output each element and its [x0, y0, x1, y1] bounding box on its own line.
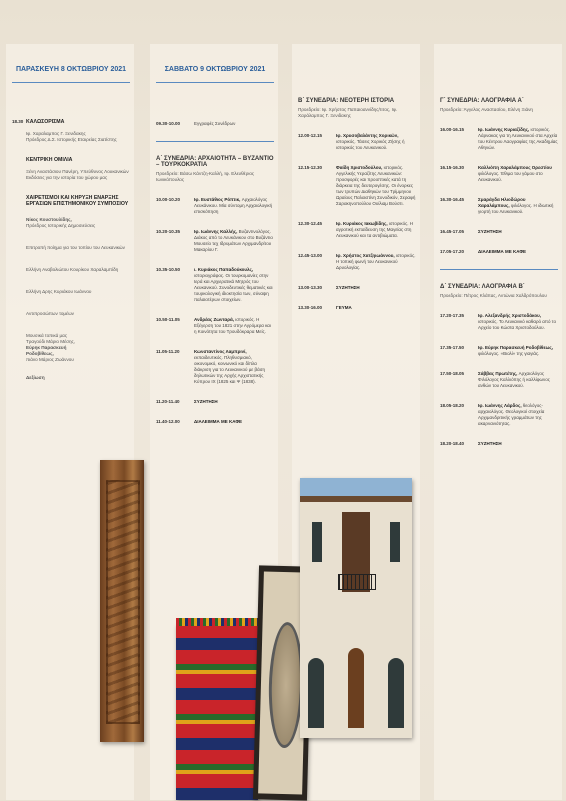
- program-item-time: 10.20-10.35: [156, 229, 181, 234]
- program-item-time: 12.00-12.15: [298, 133, 323, 138]
- greet-line: Ελλήνη Αναβολιώτου Κουρίκου Χαραλαμπίδη: [26, 267, 119, 272]
- day-title-friday: ΠΑΡΑΣΚΕΥΗ 8 ΟΚΤΩΒΡΙΟΥ 2021: [15, 66, 127, 73]
- program-item-description: [336, 221, 416, 239]
- session-b-items: [298, 133, 416, 311]
- time: 09.30-10.00: [156, 121, 181, 126]
- program-item: [156, 229, 274, 253]
- program-item-text: ΣΥΖΗΤΗΣΗ: [478, 441, 502, 446]
- program-item: [440, 197, 558, 215]
- column-friday: [12, 44, 130, 381]
- program-item-time: 12.15-12.30: [298, 165, 323, 170]
- time: 18.30: [12, 119, 24, 124]
- program-item: [298, 133, 416, 151]
- session-d-chair: Προεδρείο: Πέτρος Κλάπας, Αντώνια Χαλδρόπουλου: [440, 293, 547, 298]
- greetings-title: ΧΑΙΡΕΤΙΣΜΟΙ ΚΑΙ ΚΗΡΥΞΗ ΕΝΑΡΞΗΣ ΕΡΓΑΣΙΩΝ ΕΠΙΣΤΗΜΟΝΙΚΟΥ ΣΥΜΠΟΣΙΟΥ: [26, 195, 129, 207]
- program-item-speaker: ι. Κυριάκος Παπαδούκουλς,: [194, 267, 254, 272]
- opening-topic: Εκδόσεις για την ιστορία του χώρου μας: [26, 175, 108, 180]
- program-item-description: [478, 403, 558, 427]
- program-item-text: ΣΥΖΗΤΗΣΗ: [336, 285, 360, 290]
- program-item: [298, 221, 416, 239]
- program-item-time: 11.05-11.20: [156, 349, 180, 354]
- greet-line: Δεξίωση: [26, 375, 45, 380]
- divider: [156, 82, 274, 83]
- session-d-items: [440, 313, 558, 447]
- program-item-time: 13.30-16.00: [298, 305, 323, 310]
- program-item-speaker: Ιφ. Χρήστος Χατζηιωάννου,: [336, 253, 396, 258]
- session-a-title: Α΄ ΣΥΝΕΔΡΙΑ: ΑΡΧΑΙΟΤΗΤΑ – ΒΥΖΑΝΤΙΟ – ΤΟΥΡΚΟΚΡΑΤΙΑ: [156, 156, 274, 168]
- program-item-description: [478, 197, 558, 215]
- program-item: [440, 371, 558, 389]
- program-item-description: [194, 399, 274, 405]
- program-item-description: [478, 441, 558, 447]
- greet-line: Ελλήνη Δρης Κυριάκου Ιωάννου: [26, 289, 92, 294]
- program-item-text: ΔΙΑΛΕΙΜΜΑ ΜΕ ΚΑΦΕ: [478, 249, 527, 254]
- program-item-text: ιστορικός. Η τοπική φωνή του Λευκανικού Δρυολογίας.: [336, 253, 416, 270]
- program-item-speaker: Σάββας Πρωτέτης,: [478, 371, 519, 376]
- greet-line: Πρόεδρος Ιστορικής Δημοσιεύσεις: [26, 223, 96, 228]
- program-item-text: φιλόλογος. Η ιδιωτική γιορτή του Λευκανικού.: [478, 203, 554, 214]
- program-item: [440, 165, 558, 183]
- program-item-text: ιστορικός. Το Λευκανικό καθαρό από το Αρχείο του Κώστα Χριστοδούλου.: [478, 319, 556, 330]
- program-item-speaker: Καλλιόπη Χαραλάμπους Ορεστίου: [478, 165, 552, 170]
- day-title-saturday: ΣΑΒΒΑΤΟ 9 ΟΚΤΩΒΡΙΟΥ 2021: [164, 66, 266, 73]
- column-saturday-cont: [298, 88, 416, 311]
- program-item-time: 12.45-13.00: [298, 253, 323, 258]
- program-item-description: [478, 313, 558, 331]
- column-saturday: [156, 44, 274, 425]
- session-b-chair: Προεδρείο: Ιφ. Χρήστος Παπαιοαννίδης/τιτος, Ιφ. Χαράλαμπος Γ. Ξενιδακης: [298, 107, 398, 118]
- program-item-speaker: Σμαράγδα Ηλιοδώρου Χαραλάμπους,: [478, 197, 526, 208]
- greet-line: Αντιπροσώπων τομέων: [26, 311, 74, 316]
- registration-text: Εγγραφές Συνέδρων: [194, 121, 236, 126]
- program-item-text: ΣΥΖΗΤΗΣΗ: [478, 229, 502, 234]
- divider: [440, 269, 558, 270]
- welcome-speaker: Ιφ. Χαραλαμπος Γ. Ξενιδακης: [26, 131, 86, 136]
- program-item: [440, 127, 558, 151]
- program-item-time: 17.20-17.35: [440, 313, 465, 318]
- program-item-description: [478, 371, 558, 389]
- program-item-text: ιστορικός. Αγγελικής Υεραζίτης Λευκανικών: προσφορές και προοπτικές κατά τη διάρκεια της δευτερογέσης. Οι ένορκες των τρυπών Διαθηκών του Τρίμμηνου Ωραίους Παλαιστίνη Συνοδικόν, Σεραφή Σαρακηνοπούλου Ουίλιαμ Βούστι.: [336, 165, 416, 206]
- program-item-time: 17.50-18.05: [440, 371, 465, 376]
- welcome-role: Πρόεδρος Δ.Σ. Ιστορικής Εταιρείας Σιατίστης: [26, 137, 117, 142]
- program-item-time: 16.45-17.05: [440, 229, 465, 234]
- program-item: [440, 403, 558, 427]
- program-item-speaker: Ιφ. Χρυσοβαλάντης Χορικών,: [336, 133, 399, 138]
- program-item-speaker: Ιφ. Ιωάννης Κυριαζίδης,: [478, 127, 531, 132]
- program-item-description: [194, 419, 274, 425]
- program-item: [156, 317, 274, 335]
- program-item: [156, 197, 274, 215]
- program-item: [298, 305, 416, 311]
- program-item-speaker: Ιφ. Ιωάννης Λάρδος,: [478, 403, 523, 408]
- opening-title: ΚΕΝΤΡΙΚΗ ΟΜΙΛΙΑ: [26, 157, 73, 163]
- program-item-speaker: Ιφ. Κυριάκος Ιακωβίδης,: [336, 221, 389, 226]
- program-item-time: 18.05-18.20: [440, 403, 465, 408]
- session-d-title: Δ΄ ΣΥΝΕΔΡΙΑ: ΛΑΟΓΡΑΦΙΑ Β΄: [440, 284, 525, 290]
- program-item-time: 13.00-13.30: [298, 285, 323, 290]
- session-a-items: [156, 197, 274, 425]
- program-item: [298, 285, 416, 291]
- textile-photo: [176, 624, 258, 800]
- program-item: [156, 399, 274, 405]
- program-item-description: [336, 285, 416, 291]
- program-item-description: [194, 267, 274, 303]
- greet-line: Επιτροπή ποίημα για του τοπίου του Λευκανικών: [26, 245, 125, 250]
- greet-line: Νίκος Κουστουλίδης,: [26, 217, 72, 222]
- program-item-text: ΓΕΥΜΑ: [336, 305, 352, 310]
- program-item-description: [478, 249, 558, 255]
- program-item-description: [194, 229, 274, 253]
- program-item-text: ιστορικός. Λάρνακας για τη Λευκανικού στα Αρχεία του Κέντρου Λαογραφίας της Ακαδημίας Αθηνών.: [478, 127, 558, 150]
- program-item-text: Αρχαιολόγος Φιλόλογος Καλλιόπης ή καλλίφωνος ανθών του Λευκανικού.: [478, 371, 550, 388]
- program-item-speaker: Κωνσταντίνος Λαμπρινί,: [194, 349, 247, 354]
- program-item-text: φιλόλογος. «Βιολί» της γιαγιάς.: [478, 351, 540, 356]
- program-item-speaker: Ιφ. Ιωάννης Καλλής,: [194, 229, 239, 234]
- program-item-speaker: Ανδρέας Ζωνταρά,: [194, 317, 236, 322]
- program-item-description: [336, 133, 416, 151]
- program-item-speaker: Ιφ. Ευστάθιος Ρόπτικ,: [194, 197, 242, 202]
- program-item-speaker: Ιφ. Εύρηκ Παρασκευή Ροδοβίθεως,: [478, 345, 553, 350]
- program-item-text: φιλόλογος. Έθιμα του γάμου στο Λευκανικού.: [478, 171, 543, 182]
- program-item-text: ιστορικός. Η αγροτική εκπαίδευση της Μαγείας στη Λευκανικού και τα αντιβιώματα.: [336, 221, 414, 238]
- program-item-text: ιστορικός. Τάσεις Χορικός Ζήσης ή ιστορικός του Λευκανικού.: [336, 139, 405, 150]
- program-item-text: ΔΙΑΛΕΙΜΜΑ ΜΕ ΚΑΦΕ: [194, 419, 243, 424]
- program-item-time: 17.35-17.50: [440, 345, 465, 350]
- program-item-time: 12.30-12.45: [298, 221, 323, 226]
- program-item-speaker: Ιφ. Αλεξανδρής Χριστοδάκου,: [478, 313, 541, 318]
- program-item-time: 17.05-17.20: [440, 249, 465, 254]
- session-c-chair: Προεδρείο: Άγγελος Αναστασίου, Ελένη Ξιάνη: [440, 107, 533, 112]
- program-item: [440, 345, 558, 357]
- program-item-text: Αρχαιολόγος Λευκάνικου. Μία σύντομη Αρχαιολογική επισκόπηση: [194, 197, 273, 214]
- carved-wood-photo: [100, 460, 144, 742]
- program-item-time: 16.15-16.30: [440, 165, 465, 170]
- program-item-description: [336, 165, 416, 207]
- program-item-text: ιστοριογράφος. Οι τουρκομανίες στην Ιερά και Αρχιερατικά Μητρός του Λευκανικού. Συνοδευτικές θεματικές και τουρκολογική ιδιοκτησία των, σύναψη παλαιοτέρων στοιχείων.: [194, 273, 273, 302]
- program-item-time: 16.00-16.15: [440, 127, 465, 132]
- program-item: [440, 229, 558, 235]
- program-item: [440, 249, 558, 255]
- greet-line: πιάνο Μάριος Ζωάννου: [26, 357, 74, 362]
- session-a-chair: Προεδρείο: Βάσω Κάντζη-Καλλή, Ιφ. Ελευθέριος Ιωνικόπουλος: [156, 171, 255, 182]
- program-item-text: θεολόγος-αρχαιολόγος. Θεολογικοί στοιχεία Αρχιμανδριτικής γραμμάτων της ακαρνανιότητας.: [478, 403, 545, 426]
- old-house-photo: [300, 478, 412, 738]
- program-item-time: 10.00-10.20: [156, 197, 181, 202]
- opening-speaker: Ξένη Αναστάσιου Πανέρη, Υπεύθυνος Λουκανικών: [26, 169, 129, 174]
- list-item: [156, 121, 274, 127]
- divider: [156, 141, 274, 142]
- program-item: [156, 267, 274, 303]
- program-item-description: [194, 349, 274, 385]
- program-item-text: Βυζαντινολόγος. Διάκος από το Λευκάνικου στο Βυζάντιο Μουσείο τεχ Ιδρυμάτων Αρχιμανδρίτου Μακαρίου Γ.: [194, 229, 273, 252]
- program-item: [298, 253, 416, 271]
- program-item: [440, 441, 558, 447]
- greet-line: Μουσικά τοπικά μας: [26, 333, 68, 338]
- program-item: [156, 419, 274, 425]
- program-item-speaker: Φαίδη Χριστοδούλου,: [336, 165, 384, 170]
- session-c-items: [440, 127, 558, 255]
- program-item-text: ΣΥΖΗΤΗΣΗ: [194, 399, 218, 404]
- session-c-title: Γ΄ ΣΥΝΕΔΡΙΑ: ΛΑΟΓΡΑΦΙΑ Α΄: [440, 98, 524, 104]
- program-item-description: [194, 197, 274, 215]
- program-item: [156, 349, 274, 385]
- program-item-description: [478, 229, 558, 235]
- program-item-time: 18.20-18.40: [440, 441, 465, 446]
- greet-line: Τραγούδι Μάριο Μέσης,: [26, 339, 75, 344]
- program-item-description: [478, 127, 558, 151]
- program-item-time: 10.50-11.05: [156, 317, 180, 322]
- program-item-description: [336, 253, 416, 271]
- program-item-description: [478, 165, 558, 183]
- program-item: [298, 165, 416, 207]
- program-item-time: 11.20-11.40: [156, 399, 180, 404]
- greet-line: Εύρηκ Παρασκευή Ροδοβίθεως,: [26, 345, 67, 356]
- program-item-description: [478, 345, 558, 357]
- divider: [12, 82, 130, 83]
- welcome-title: ΚΑΛΩΣΟΡΙΣΜΑ: [26, 119, 65, 125]
- program-item-description: [336, 305, 416, 311]
- program-item-text: ιστορικός. Η Εξέγερση του 1821 στην Αγρόμερα και η Κοινότητα του Τρουδόκραρα Μείς.: [194, 317, 271, 334]
- program-item: [440, 313, 558, 331]
- program-item-time: 10.35-10.50: [156, 267, 181, 272]
- program-item-time: 16.30-16.45: [440, 197, 465, 202]
- list-item: [12, 119, 130, 381]
- session-b-title: Β΄ ΣΥΝΕΔΡΙΑ: ΝΕΟΤΕΡΗ ΙΣΤΟΡΙΑ: [298, 98, 395, 104]
- program-item-time: 11.40-12.00: [156, 419, 180, 424]
- program-item-text: εκπαιδευτικός. Πληθυσμιακό, οικονομικό, κοινωνικό και δίπλα διάκριση για το Λευκανικού με βάση δηλωτικών της Αρχής Αρχιστατικής Κύπρου ΙΧ (1825 και Ψ (1838).: [194, 355, 266, 384]
- program-item-description: [194, 317, 274, 335]
- column-saturday-afternoon: [440, 88, 558, 447]
